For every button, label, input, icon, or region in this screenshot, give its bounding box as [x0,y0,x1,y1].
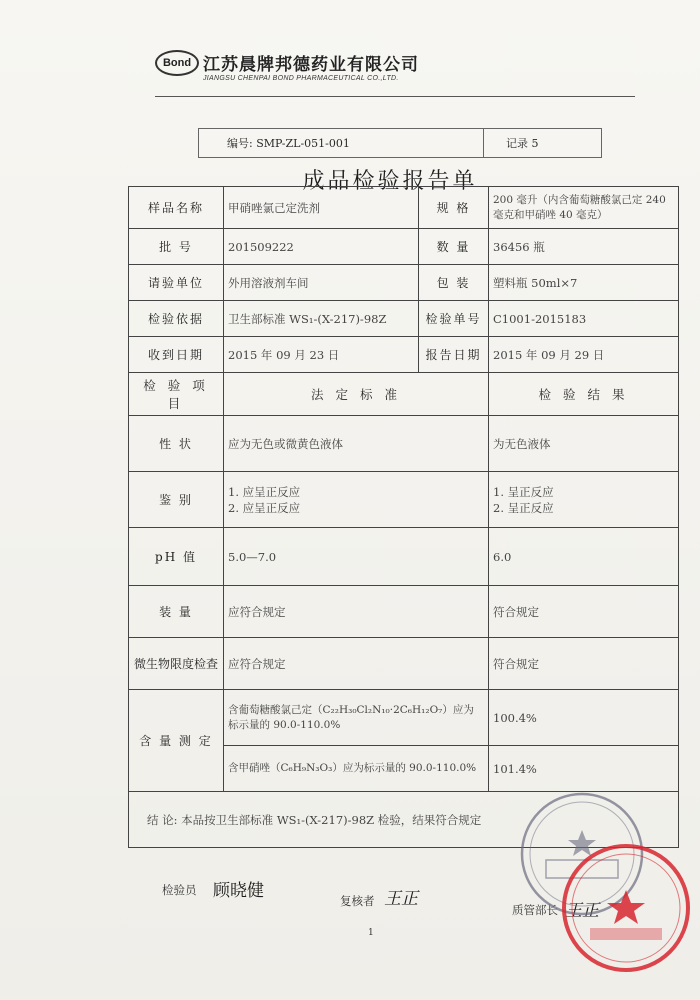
table-row [129,638,679,690]
test-standard: 5.0—7.0 [224,528,489,586]
request-unit-value: 外用溶液剂车间 [224,265,419,301]
quantity-value: 36456 瓶 [489,229,679,265]
package-label: 包 装 [419,265,489,301]
report-date-value: 2015 年 09 月 29 日 [489,337,679,373]
test-result: 符合规定 [489,586,679,638]
company-name-en: JIANGSU CHENPAI BOND PHARMACEUTICAL CO.,LTD. [203,75,399,82]
content-assay-result-1: 100.4% [489,690,679,746]
inspector-label: 检验员 [162,883,197,897]
item-header: 检 验 项 目 [129,373,224,416]
table-row [129,528,679,586]
table-row [129,187,679,229]
test-standard: 1. 应呈正反应 2. 应呈正反应 [224,472,489,528]
table-row [129,265,679,301]
table-row [129,472,679,528]
table-row [129,229,679,265]
basis-value: 卫生部标准 WS₁-(X-217)-98Z [224,301,419,337]
table-row [129,416,679,472]
test-result: 6.0 [489,528,679,586]
package-value: 塑料瓶 50ml×7 [489,265,679,301]
report-number-value: C1001-2015183 [489,301,679,337]
content-assay-result-2: 101.4% [489,746,679,792]
batch-value: 201509222 [224,229,419,265]
test-standard: 应符合规定 [224,638,489,690]
conclusion: 结 论: 本品按卫生部标准 WS₁-(X-217)-98Z 检验，结果符合规定 [129,792,679,848]
test-item: 鉴 别 [129,472,224,528]
receive-date-value: 2015 年 09 月 23 日 [224,337,419,373]
sample-name-label: 样品名称 [129,187,224,229]
quantity-label: 数 量 [419,229,489,265]
company-name-cn: 江苏晨牌邦德药业有限公司 [203,55,419,75]
test-item: pH 值 [129,528,224,586]
company-seal [560,842,692,974]
reviewer-signature: 王正 [384,889,418,909]
qa-label: 质管部长 [512,903,558,917]
document-number: 编号: SMP-ZL-051-001 [199,129,484,157]
test-result: 1. 呈正反应 2. 呈正反应 [489,472,679,528]
test-result: 为无色液体 [489,416,679,472]
table-row [129,337,679,373]
inspector-signature: 顾晓健 [213,881,264,901]
table-header-row [129,373,679,416]
document-code-box [198,128,602,158]
sample-name-value: 甲硝唑氯己定洗剂 [224,187,419,229]
test-item: 装 量 [129,586,224,638]
company-logo: Bond [155,50,199,76]
table-row [129,586,679,638]
spec-value: 200 毫升（内含葡萄糖酸氯己定 240 毫克和甲硝唑 40 毫克） [489,187,679,229]
test-item: 性 状 [129,416,224,472]
test-result: 符合规定 [489,638,679,690]
qa-signature: 王正 [565,901,599,921]
header-divider [155,96,635,97]
reviewer-label: 复核者 [340,894,375,908]
table-row [129,301,679,337]
request-unit-label: 请验单位 [129,265,224,301]
basis-label: 检验依据 [129,301,224,337]
inspection-report-table [128,186,679,848]
content-assay-standard-1: 含葡萄糖酸氯己定（C₂₂H₃₀Cl₂N₁₀·2C₆H₁₂O₇）应为标示量的 90.0-110.0% [224,690,489,746]
result-header: 检 验 结 果 [489,373,679,416]
table-row [129,690,679,746]
batch-label: 批 号 [129,229,224,265]
standard-header: 法 定 标 准 [224,373,489,416]
spec-label: 规 格 [419,187,489,229]
test-standard: 应符合规定 [224,586,489,638]
test-item: 微生物限度检查 [129,638,224,690]
report-date-label: 报告日期 [419,337,489,373]
content-assay-item: 含 量 测 定 [129,690,224,792]
record-number: 记录 5 [506,137,539,150]
page-number: 1 [368,928,374,938]
content-assay-standard-2: 含甲硝唑（C₆H₉N₃O₃）应为标示量的 90.0-110.0% [224,746,489,792]
report-number-label: 检验单号 [419,301,489,337]
receive-date-label: 收到日期 [129,337,224,373]
report-title: 成品检验报告单 [302,169,478,194]
test-standard: 应为无色或微黄色液体 [224,416,489,472]
